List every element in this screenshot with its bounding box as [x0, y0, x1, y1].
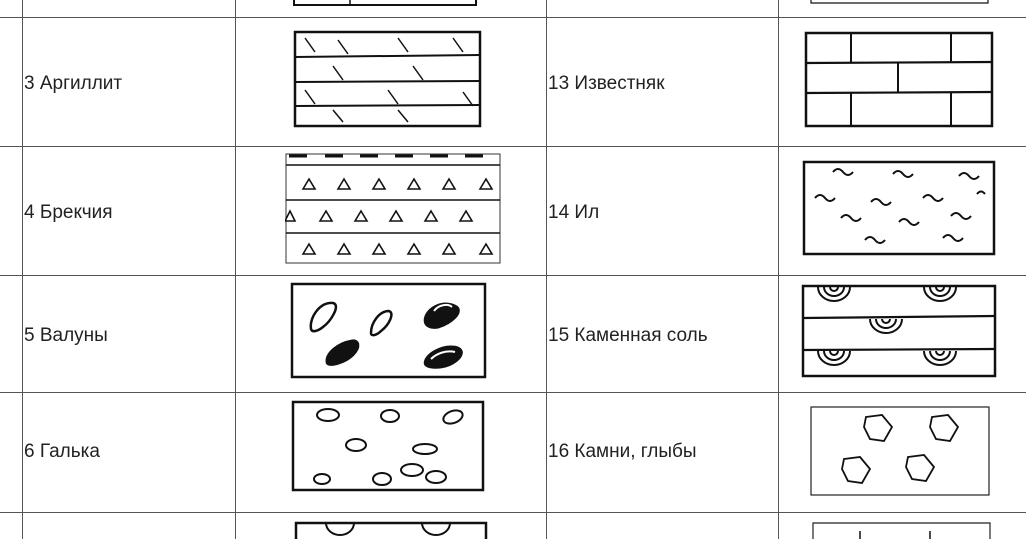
rock-label: 4 Брекчия: [24, 202, 113, 223]
column-divider: [778, 0, 779, 539]
column-divider: [22, 0, 23, 539]
column-divider: [546, 0, 547, 539]
stones-blocks-pattern-icon: [808, 405, 992, 497]
row-divider: [0, 275, 1026, 276]
row-divider: [0, 17, 1026, 18]
row-divider: [0, 146, 1026, 147]
rock-label: 5 Валуны: [24, 325, 108, 346]
argillite-pattern-icon: [293, 30, 483, 130]
rock-label: 15 Каменная соль: [548, 325, 708, 346]
partial-pattern-icon: [808, 0, 993, 6]
row-divider: [0, 512, 1026, 513]
rock-label: 13 Известняк: [548, 73, 665, 94]
rock-label: 16 Камни, глыбы: [548, 441, 697, 462]
partial-pattern-icon: [290, 0, 490, 8]
rock-salt-pattern-icon: [800, 283, 998, 379]
column-divider: [235, 0, 236, 539]
pebbles-pattern-icon: [290, 399, 488, 495]
rock-label: 14 Ил: [548, 202, 600, 223]
silt-pattern-icon: [801, 158, 997, 260]
partial-pattern-icon: [812, 521, 992, 539]
partial-pattern-icon: [294, 520, 489, 539]
limestone-pattern-icon: [803, 30, 995, 130]
boulders-pattern-icon: [289, 281, 489, 379]
breccia-pattern-icon: [285, 153, 501, 265]
rock-label: 6 Галька: [24, 441, 100, 462]
rock-label: 3 Аргиллит: [24, 73, 123, 94]
row-divider: [0, 392, 1026, 393]
